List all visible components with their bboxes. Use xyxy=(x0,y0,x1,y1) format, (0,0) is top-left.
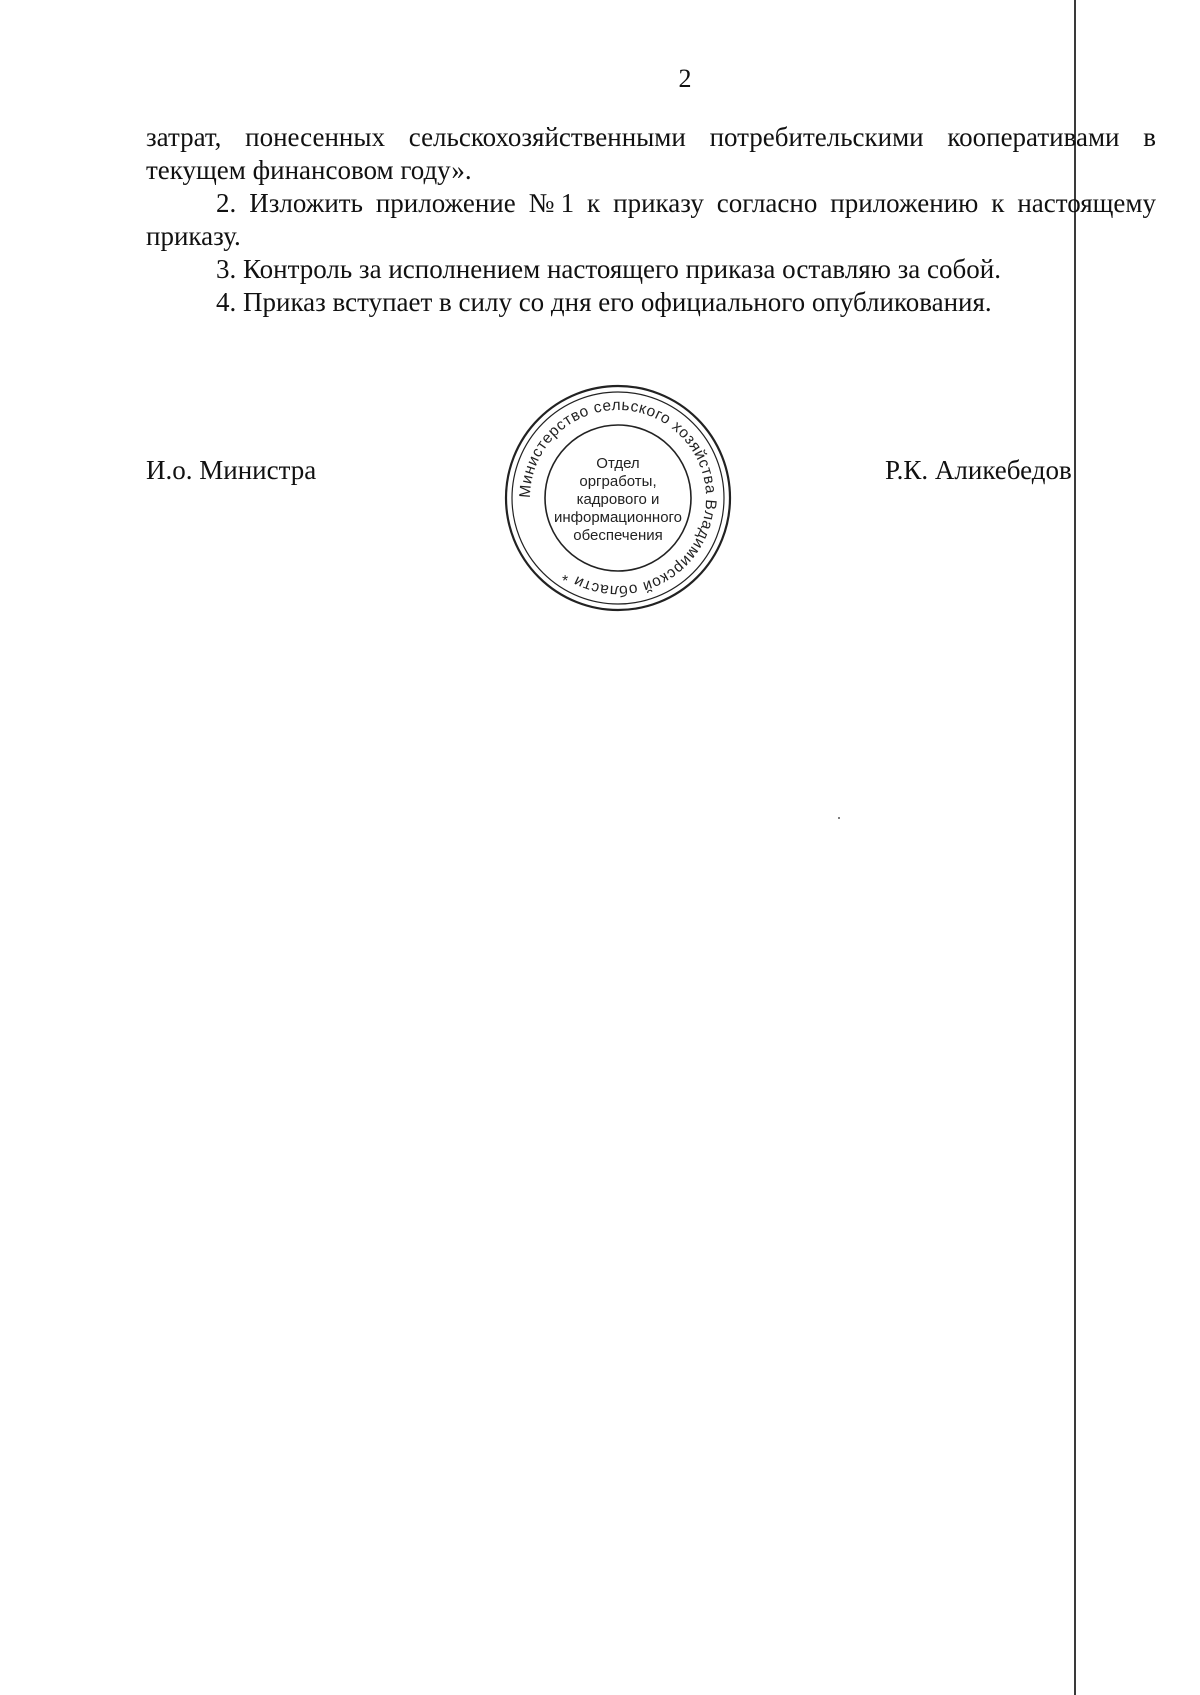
signatory-position: И.о. Министра xyxy=(146,455,317,485)
stamp-center-line-1: Отдел xyxy=(596,455,640,472)
stamp-seal xyxy=(500,380,736,616)
paragraph-item-2: 2. Изложить приложение №1 к приказу согласно приложению к настоящему приказу. xyxy=(146,188,1156,251)
paragraph-continuation: затрат, понесенных сельскохозяйственными потребительскими кооперативами в текущем финансовом году». xyxy=(146,122,1156,185)
stamp-center-line-4: информационного xyxy=(553,509,683,526)
stamp-center-line-5: обеспечения xyxy=(573,527,663,544)
scan-speck xyxy=(838,817,840,819)
stamp-center-line-2: оргработы, xyxy=(579,473,657,490)
stamp-ring-text: Министерство сельского хозяйства Владимирской области * xyxy=(516,396,720,600)
signatory-name: Р.К. Аликебедов xyxy=(885,455,1072,485)
paragraph-item-3: 3. Контроль за исполнением настоящего приказа оставляю за собой. xyxy=(216,254,1001,284)
document-body xyxy=(146,121,1156,319)
paragraph-item-4: 4. Приказ вступает в силу со дня его официального опубликования. xyxy=(216,287,992,317)
page-number: 2 xyxy=(678,64,692,93)
stamp-center-line-3: кадрового и xyxy=(576,491,660,508)
